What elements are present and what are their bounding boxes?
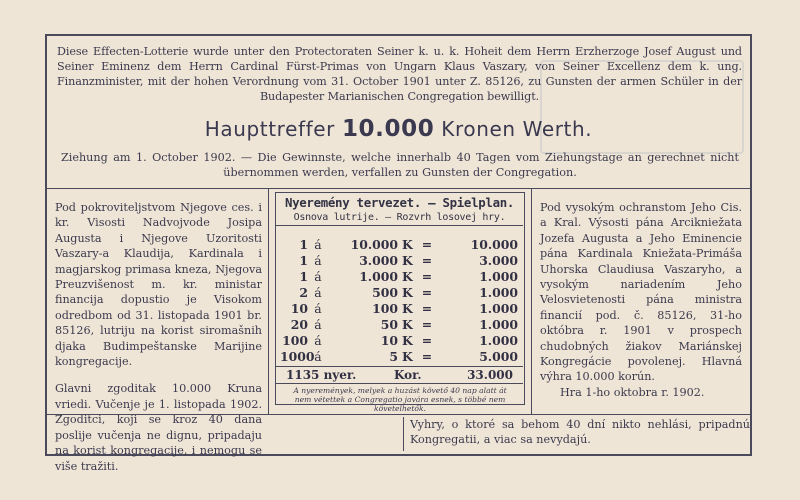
prize-a: á bbox=[314, 317, 322, 332]
prize-row bbox=[280, 317, 520, 331]
prize-a: á bbox=[314, 333, 322, 348]
prize-equals: = bbox=[421, 349, 433, 364]
prize-row bbox=[280, 285, 520, 299]
prize-plan-section bbox=[269, 189, 531, 414]
croatian-paragraph-1: Pod pokroviteljstvom Njegove ces. i kr. Visosti Nadvojvode Josipa Augusta i Njegove Uzoritosti Vaszary-a Klaudija, Kardinala i magjarskog primasa kneza, Njegova Preuzvišenost m. kr. ministar financija dopustio je Visokom odredbom od 31. listopada 1901 br. 85126, lutriju na korist siromašnih djaka Budimpeštanske Marijine kongregacije. bbox=[55, 201, 262, 369]
prize-equals: = bbox=[421, 253, 433, 268]
prize-unit: K bbox=[402, 301, 413, 316]
prize-unit: K bbox=[402, 237, 413, 252]
prize-equals: = bbox=[421, 317, 433, 332]
intro-text: Diese Effecten-Lotterie wurde unter den Protectoraten Seiner k. u. k. Hoheit dem Herrn Erzherzoge Josef August und Seiner Eminenz dem Herrn Cardinal Fürst-Primas von Ungarn Klaus Vaszary, von Seiner Excellenz dem k. ung. Finanzminister, mit der hohen Verordnung vom 31. October 1901 unter Z. 85126, zu Gunsten der armen Schüler in der Budapester Marianischen Congregation bewilligt. bbox=[57, 45, 742, 103]
prize-unit: K bbox=[402, 333, 413, 348]
prize-equals: = bbox=[421, 269, 433, 284]
prize-total: 1.000 bbox=[479, 317, 518, 332]
slovak-footer-text: Vyhry, o ktoré sa behom 40 dní nikto nehlási, pripadnú Kongregatii, a viac sa nevydajú. bbox=[403, 417, 750, 451]
prize-amount: 3.000 bbox=[359, 253, 398, 268]
prize-unit: K bbox=[402, 349, 413, 364]
croatian-column bbox=[47, 189, 269, 473]
prize-total: 1.000 bbox=[479, 333, 518, 348]
total-row bbox=[276, 366, 523, 384]
prize-amount: 1.000 bbox=[359, 269, 398, 284]
prize-count: 10 bbox=[290, 301, 308, 316]
prize-row bbox=[280, 237, 520, 251]
prize-total: 1.000 bbox=[479, 269, 518, 284]
prize-amount: 100 bbox=[372, 301, 398, 316]
prize-count: 2 bbox=[299, 285, 308, 300]
prize-count: 1 bbox=[299, 269, 308, 284]
prize-unit: K bbox=[402, 285, 413, 300]
prize-total: 3.000 bbox=[479, 253, 518, 268]
prize-amount: 10 bbox=[380, 333, 398, 348]
prize-row bbox=[280, 333, 520, 347]
plan-note: A nyeremények, melyek a huzást követő 40 nap alatt át nem vétettek a Congregatio javára esnek, s többé nem követelhetők. bbox=[293, 386, 507, 413]
total-sum: 33.000 bbox=[467, 368, 513, 382]
prize-a: á bbox=[314, 253, 322, 268]
prize-count: 1000 bbox=[280, 349, 315, 364]
header-section bbox=[47, 36, 750, 189]
prize-unit: K bbox=[402, 269, 413, 284]
slovak-paragraph-2: Hra 1-ho oktobra r. 1902. bbox=[560, 385, 705, 399]
prize-a: á bbox=[314, 285, 322, 300]
prize-row bbox=[280, 269, 520, 283]
slovak-paragraph-1: Pod vysokým ochranstom Jeho Cis. a Kral. Výsosti pána Arcikniežata Jozefa Augusta a Jeho Eminencie pána Kardinala Kniežata-Primáša Uhorska Claudiusa Vaszaryho, a vysokým nariadením Jeho Velosvietenosti pána ministra financií pod. č. 85126, 31-ho októbra r. 1901 v prospech chudobných žiakov Mariánskej Kongregácie povolenej. Hlavná výhra 10.000 korún. bbox=[540, 201, 742, 384]
total-count: 1135 nyer. bbox=[286, 368, 357, 382]
main-prize-amount: 10.000 bbox=[341, 116, 435, 142]
prize-row bbox=[280, 301, 520, 315]
plan-subtitle: Osnova lutrije. — Rozvrh losovej hry. bbox=[276, 212, 523, 226]
main-prize-suffix: Kronen Werth. bbox=[441, 117, 593, 141]
prize-unit: K bbox=[402, 317, 413, 332]
prize-a: á bbox=[314, 237, 322, 252]
prize-total: 1.000 bbox=[479, 301, 518, 316]
prize-equals: = bbox=[421, 285, 433, 300]
prize-plan-box bbox=[275, 192, 525, 413]
slovak-column bbox=[531, 189, 750, 414]
ticket-frame bbox=[45, 34, 752, 473]
prize-total: 5.000 bbox=[479, 349, 518, 364]
croatian-paragraph-2: Glavni zgoditak 10.000 Kruna vriedi. Vučenje je 1. listopada 1902. Zgoditci, koji se kroz 40 dana poslije vučenja ne dignu, pripadaju na korist kongregacije, i nemogu se više tražiti. bbox=[55, 382, 262, 473]
prize-a: á bbox=[314, 301, 322, 316]
prize-amount: 500 bbox=[372, 285, 398, 300]
prize-count: 100 bbox=[282, 333, 308, 348]
prize-total: 1.000 bbox=[479, 285, 518, 300]
prize-equals: = bbox=[421, 237, 433, 252]
total-unit: Kor. bbox=[394, 368, 422, 382]
prize-equals: = bbox=[421, 301, 433, 316]
draw-date-text: Ziehung am 1. October 1902. — Die Gewinnste, welche innerhalb 40 Tagen vom Ziehungstage an gerechnet nicht übernommen werden, verfallen zu Gunsten der Congregation. bbox=[61, 151, 739, 179]
prize-count: 1 bbox=[299, 237, 308, 252]
prize-a: á bbox=[314, 349, 322, 364]
bottom-section bbox=[47, 414, 750, 454]
prize-unit: K bbox=[402, 253, 413, 268]
prize-row bbox=[280, 349, 520, 363]
prize-equals: = bbox=[421, 333, 433, 348]
prize-amount: 10.000 bbox=[350, 237, 398, 252]
plan-title: Nyeremény tervezet. — Spielplan. bbox=[284, 195, 515, 210]
prize-row bbox=[280, 253, 520, 267]
prize-total: 10.000 bbox=[470, 237, 518, 252]
main-prize-heading bbox=[47, 116, 750, 142]
prize-count: 20 bbox=[290, 317, 308, 332]
prize-amount: 5 bbox=[389, 349, 398, 364]
main-prize-prefix: Haupttreffer bbox=[204, 117, 335, 141]
prize-count: 1 bbox=[299, 253, 308, 268]
prize-a: á bbox=[314, 269, 322, 284]
prize-amount: 50 bbox=[380, 317, 398, 332]
